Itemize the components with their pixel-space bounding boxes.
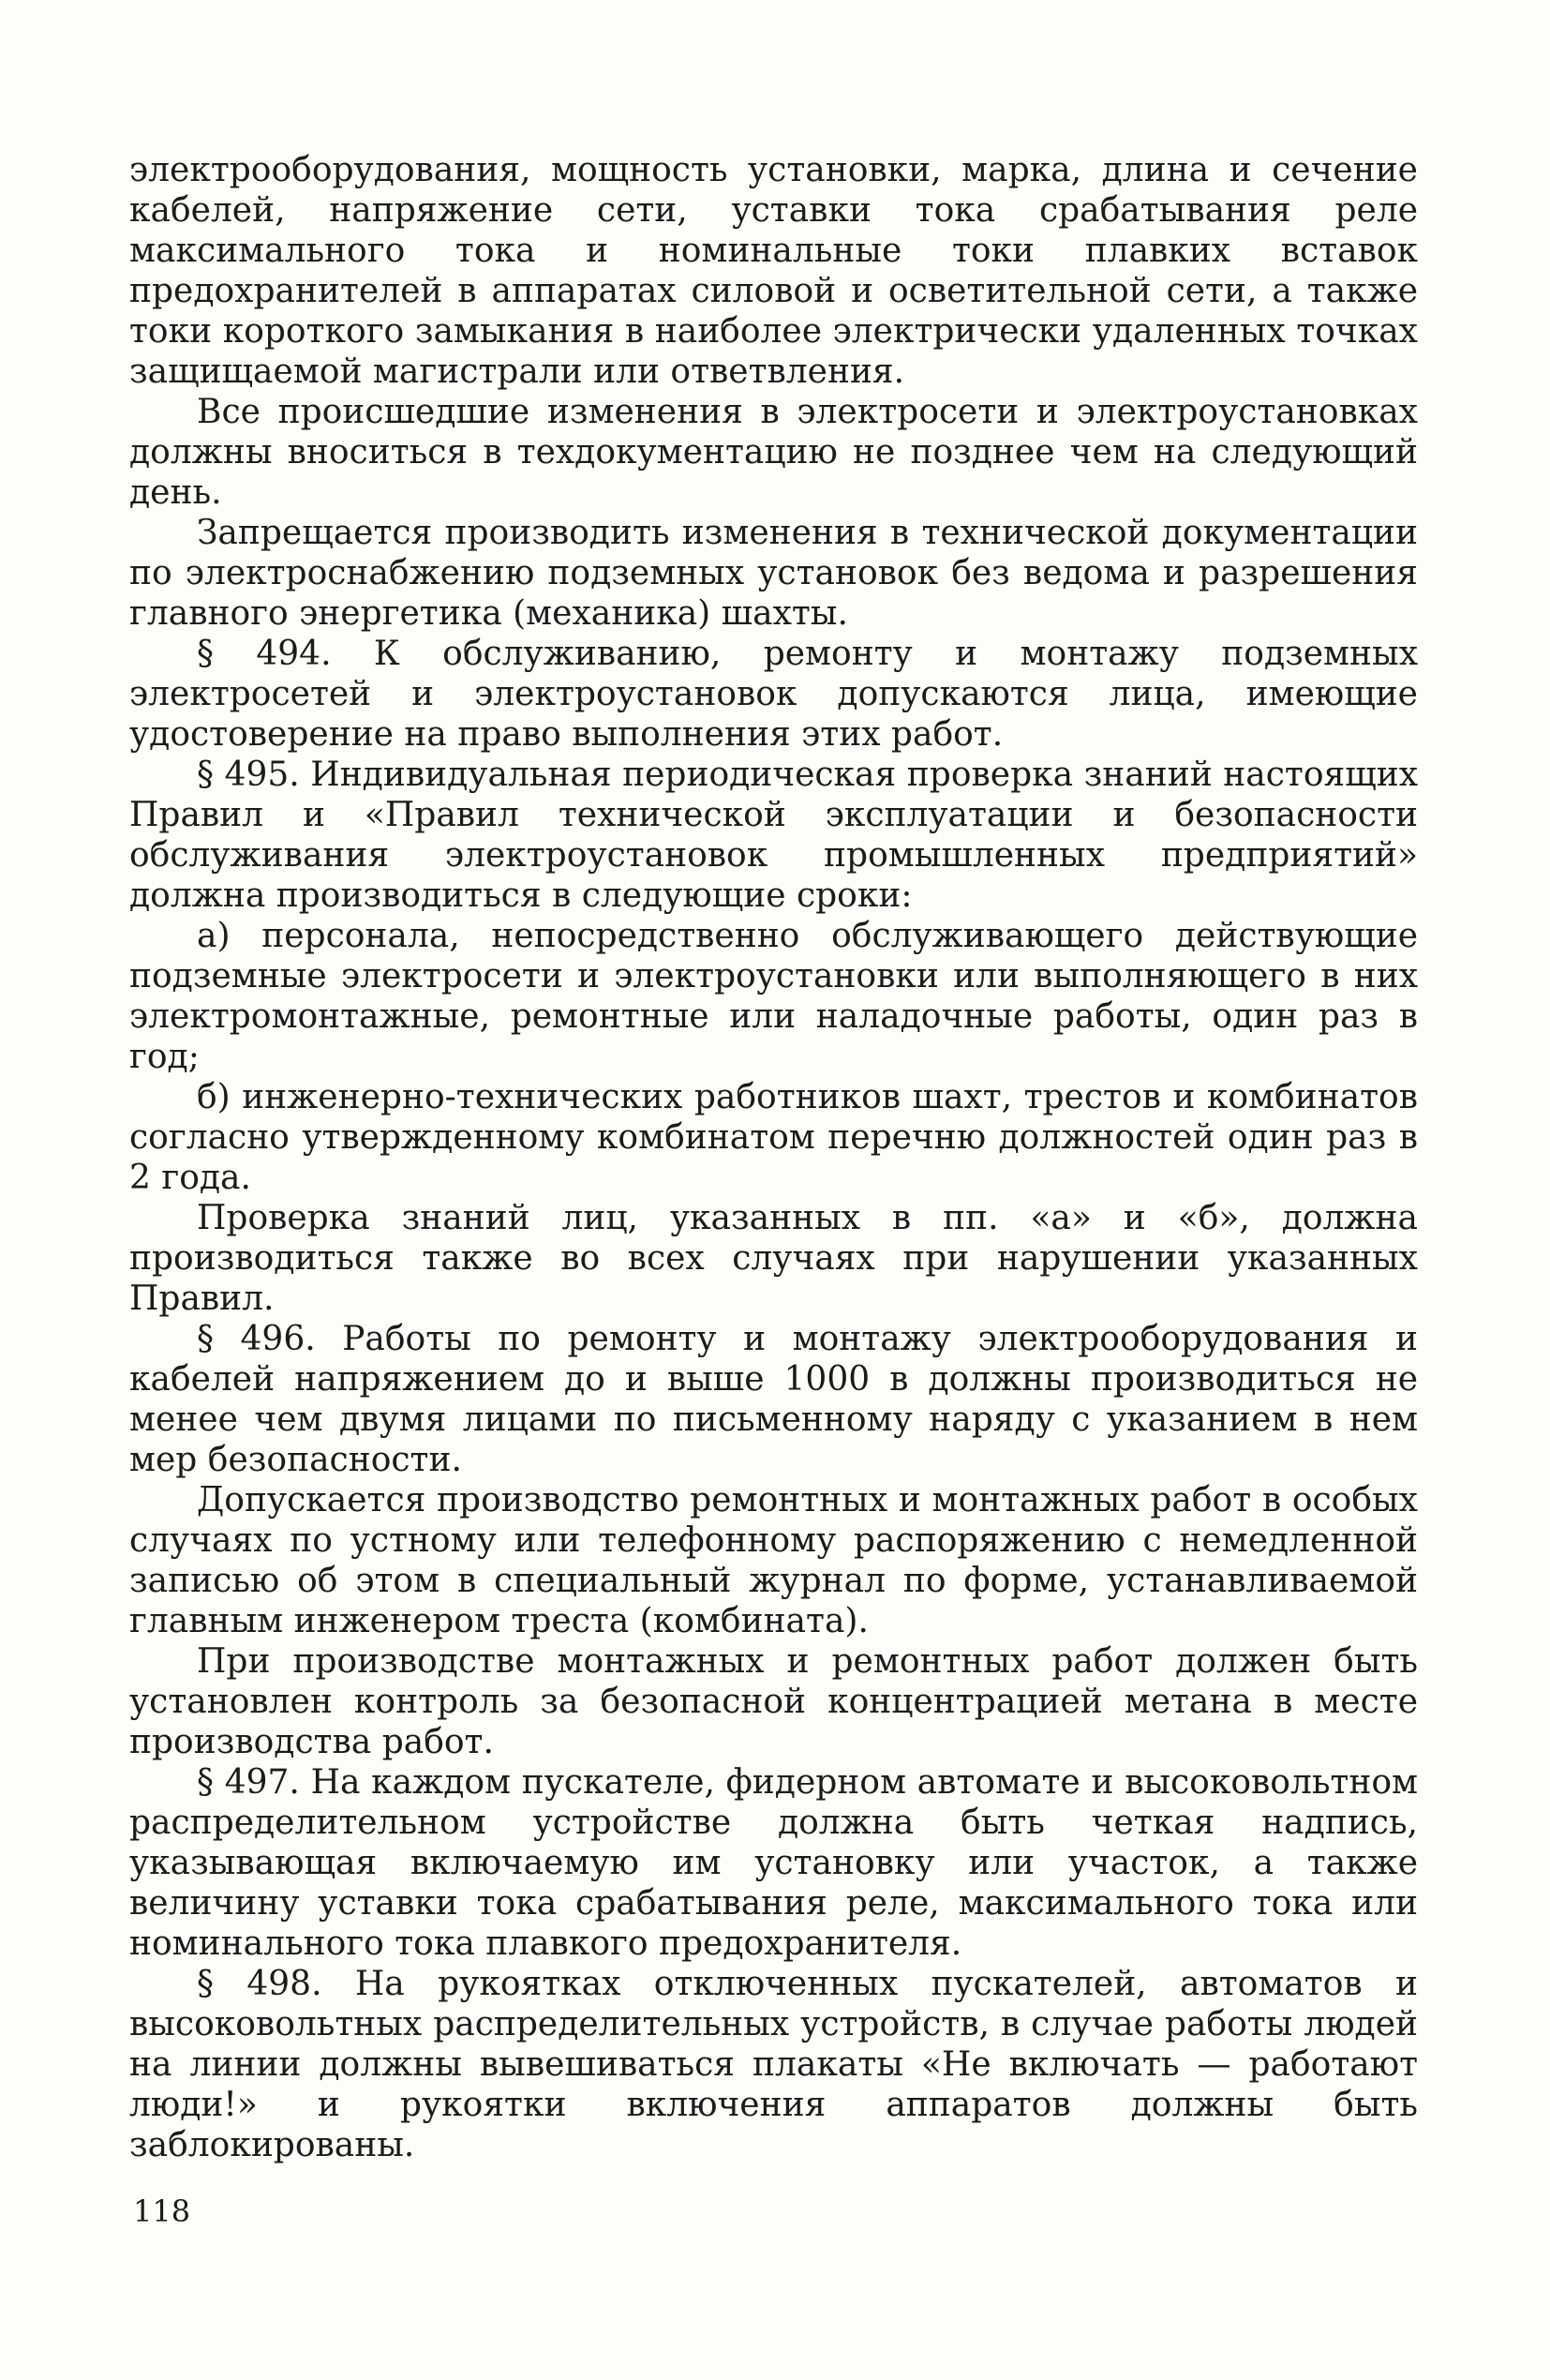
paragraph-prohibition: Запрещается производить изменения в технической документации по электроснабжению подземных установок без ведома и разрешения главного энергетика (механика) шахты. [129,514,1418,633]
paragraph-section-497: § 497. На каждом пускателе, фидерном автомате и высоковольтном распределительном устройстве должна быть четкая надпись, указывающая включаемую им установку или участок, а также величину уставки тока срабатывания реле, максимального тока или номинального тока плавкого предохранителя. [129,1763,1418,1963]
paragraph-knowledge-check: Проверка знаний лиц, указанных в пп. «а» и «б», должна производиться также во всех случаях при нарушении указанных Правил. [129,1199,1418,1318]
paragraph-section-495: § 495. Индивидуальная периодическая проверка знаний настоящих Правил и «Правил технической эксплуатации и безопасности обслуживания электроустановок промышленных предприятий» должна производиться в следующие сроки: [129,756,1418,915]
paragraph-item-a: а) персонала, непосредственно обслуживающего действующие подземные электросети и электроустановки или выполняющего в них электромонтажные, ремонтные или наладочные работы, один раз в год; [129,917,1418,1076]
body-text [129,150,1418,2165]
paragraph-section-496: § 496. Работы по ремонту и монтажу электрооборудования и кабелей напряжением до и выше 1000 в должны производиться не менее чем двумя лицами по письменному наряду с указанием в нем мер безопасности. [129,1320,1418,1479]
paragraph-continuation: электрооборудования, мощность установки, марка, длина и сечение кабелей, напряжение сети, уставки тока срабатывания реле максимального тока и номинальные токи плавких вставок предохранителей в аппаратах силовой и осветительной сети, а также токи короткого замыкания в наиболее электрически удаленных точках защищаемой магистрали или ответвления. [129,151,1418,391]
paragraph-methane-control: При производстве монтажных и ремонтных работ должен быть установлен контроль за безопасной концентрацией метана в месте производства работ. [129,1642,1418,1761]
paragraph-special-cases: Допускается производство ремонтных и монтажных работ в особых случаях по устному или телефонному распоряжению с немедленной записью об этом в специальный журнал по форме, устанавливаемой главным инженером треста (комбината). [129,1481,1418,1640]
paragraph-item-b: б) инженерно-технических работников шахт, трестов и комбинатов согласно утвержденному комбинатом перечню должностей один раз в 2 года. [129,1078,1418,1197]
page-number: 118 [133,2193,191,2229]
paragraph-documentation-changes: Все происшедшие изменения в электросети и электроустановках должны вноситься в техдокументацию не позднее чем на следующий день. [129,393,1418,512]
paragraph-section-498: § 498. На рукоятках отключенных пускателей, автоматов и высоковольтных распределительных устройств, в случае работы людей на линии должны вывешиваться плакаты «Не включать — работают люди!» и рукоятки включения аппаратов должны быть заблокированы. [129,1965,1418,2164]
paragraph-section-494: § 494. К обслуживанию, ремонту и монтажу подземных электросетей и электроустановок допускаются лица, имеющие удостоверение на право выполнения этих работ. [129,635,1418,754]
